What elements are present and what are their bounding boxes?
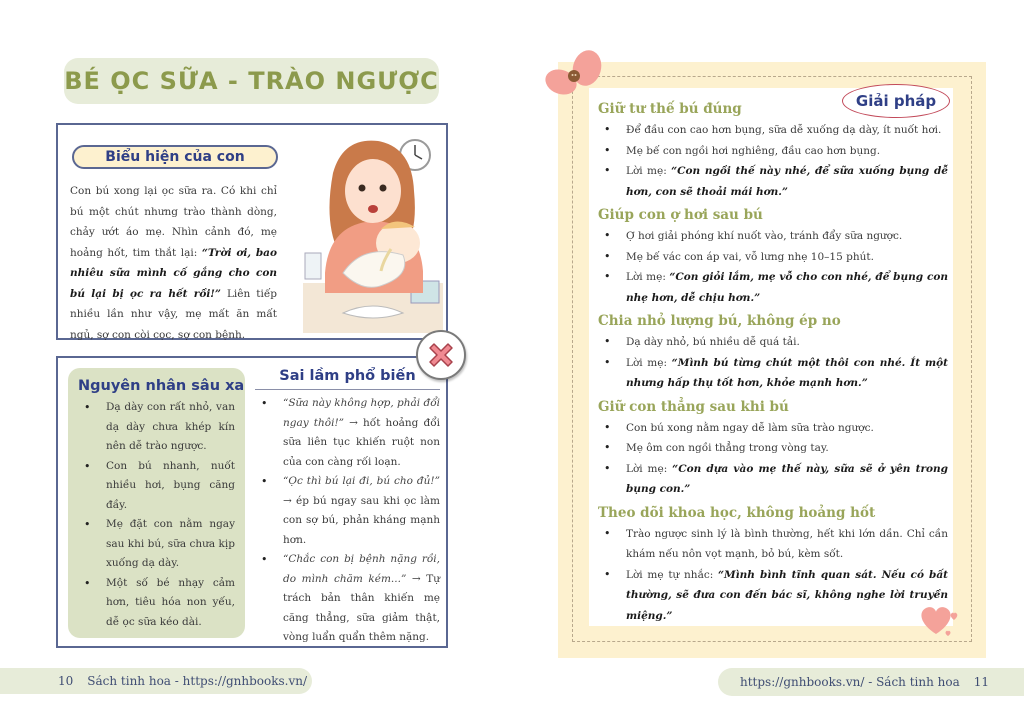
- cause-item: • Con bú nhanh, nuốt nhiều hơi, bụng căng đầy.: [78, 457, 235, 516]
- solution-item: • Lời mẹ: “Con ngồi thế này nhé, để sữa xuống bụng dễ hơn, con sẽ thoải mái hơn.”: [598, 161, 948, 202]
- symptoms-heading-pill: [72, 145, 278, 169]
- solution-section: [598, 502, 948, 627]
- footer-right-text: https://gnhbooks.vn/ - Sách tinh hoa: [740, 675, 960, 689]
- solutions-badge: [842, 84, 950, 118]
- solution-item: • Mẹ bế vác con áp vai, vỗ lưng nhẹ 10–15 phút.: [598, 247, 948, 268]
- solution-item: • Trào ngược sinh lý là bình thường, hết khi lớn dần. Chỉ cần khám nếu nôn vọt mạnh, bỏ bú, kèm sốt.: [598, 524, 948, 565]
- causes-heading: Nguyên nhân sâu xa: [78, 378, 245, 394]
- page-number-right: 11: [973, 675, 990, 689]
- footer-left: [0, 668, 312, 694]
- cause-item: • Mẹ đặt con nằm ngay sau khi bú, sữa chưa kịp xuống dạ dày.: [78, 515, 235, 574]
- solutions-content: [598, 96, 948, 626]
- x-mark-badge: [416, 330, 466, 380]
- solutions-badge-label: Giải pháp: [855, 92, 937, 110]
- page-number-left: 10: [58, 674, 74, 688]
- mistakes-section: [255, 368, 440, 648]
- mistake-item: • “Sữa này không hợp, phải đổi ngay thôi!” → hốt hoảng đổi sữa liên tục khiến ruột non của con càng rối loạn.: [255, 394, 440, 472]
- solution-heading: Giữ con thẳng sau khi bú: [598, 398, 789, 415]
- footer-right: [718, 668, 1024, 696]
- page-title-banner: [64, 58, 439, 104]
- solution-item: • Con bú xong nằm ngay dễ làm sữa trào ngược.: [598, 418, 948, 439]
- solution-item: • Lời mẹ: “Con dựa vào mẹ thế này, sữa sẽ ở yên trong bụng con.”: [598, 459, 948, 500]
- mother-quote: “Trời ơi, bao nhiêu sữa mình cố gắng cho con bú lại bị ọc ra hết rồi!”: [70, 246, 277, 300]
- mistakes-list: [255, 394, 440, 648]
- x-mark-icon: [425, 339, 457, 371]
- solution-section: [598, 204, 948, 308]
- solution-item: • Dạ dày nhỏ, bú nhiều dễ quá tải.: [598, 332, 948, 353]
- mistakes-heading: Sai lầm phổ biến: [255, 368, 440, 390]
- solution-heading: Giúp con ợ hơi sau bú: [598, 207, 763, 223]
- cause-item: • Dạ dày con rất nhỏ, van dạ dày chưa khép kín nên dễ trào ngược.: [78, 398, 235, 457]
- mistake-item: • “Chắc con bị bệnh nặng rồi, do mình chăm kém...” → Tự trách bản thân khiến mẹ căng thẳng, sữa giảm thật, vòng luẩn quẩn thêm nặng.: [255, 550, 440, 648]
- solution-section: [598, 396, 948, 500]
- solution-item: • Lời mẹ tự nhắc: “Mình bình tĩnh quan sát. Nếu có bất thường, sẽ đưa con đến bác sĩ, không nghe lời truyền miệng.”: [598, 565, 948, 627]
- solution-item: • Lời mẹ: “Con giỏi lắm, mẹ vỗ cho con nhé, để bụng con nhẹ hơn, dễ chịu hơn.”: [598, 267, 948, 308]
- causes-card: [68, 368, 245, 638]
- solution-heading: Giữ tư thế bú đúng: [598, 101, 742, 117]
- solution-section: [598, 310, 948, 394]
- solution-item: • Mẹ bế con ngồi hơi nghiêng, đầu cao hơn bụng.: [598, 141, 948, 162]
- hearts-icon: [916, 600, 964, 640]
- solution-item: • Lời mẹ: “Mình bú từng chút một thôi con nhé. Ít một nhưng hấp thụ tốt hơn, khỏe mạnh hơn.”: [598, 353, 948, 394]
- solution-heading: Theo dõi khoa học, không hoảng hốt: [598, 504, 876, 521]
- ribbon-bow-icon: [543, 48, 605, 106]
- footer-left-text: Sách tinh hoa - https://gnhbooks.vn/: [87, 674, 308, 688]
- symptoms-box: [56, 123, 448, 340]
- solution-item: • Ợ hơi giải phóng khí nuốt vào, tránh đẩy sữa ngược.: [598, 226, 948, 247]
- mistake-item: • “Ọc thì bú lại đi, bú cho đủ!” → ép bú ngay sau khi ọc làm con sợ bú, phản kháng mạnh hơn.: [255, 472, 440, 550]
- causes-list: [78, 398, 235, 632]
- page-title: BÉ ỌC SỮA - TRÀO NGƯỢC: [64, 67, 439, 95]
- causes-mistakes-box: [56, 356, 448, 648]
- cause-item: • Một số bé nhạy cảm hơn, tiêu hóa non yếu, dễ ọc sữa kéo dài.: [78, 574, 235, 633]
- solution-item: • Để đầu con cao hơn bụng, sữa dễ xuống dạ dày, ít nuốt hơi.: [598, 120, 948, 141]
- symptoms-paragraph: Con bú xong lại ọc sữa ra. Có khi chỉ bú một chút nhưng trào thành dòng, chảy ướt áo mẹ. Nhìn cảnh đó, mẹ hoảng hốt, tim thắt lại: “Trời ơi, bao nhiêu sữa mình cố gắng cho con bú lại bị ọc ra hết rồi!” Liên tiếp nhiều lần như vậy, mẹ mất ăn mất ngủ, sợ con còi cọc, sợ con bệnh.: [70, 185, 277, 341]
- solution-item: • Mẹ ôm con ngồi thẳng trong vòng tay.: [598, 438, 948, 459]
- solution-heading: Chia nhỏ lượng bú, không ép no: [598, 313, 841, 329]
- symptoms-heading: Biểu hiện của con: [105, 149, 245, 165]
- mother-baby-illustration: [303, 133, 443, 333]
